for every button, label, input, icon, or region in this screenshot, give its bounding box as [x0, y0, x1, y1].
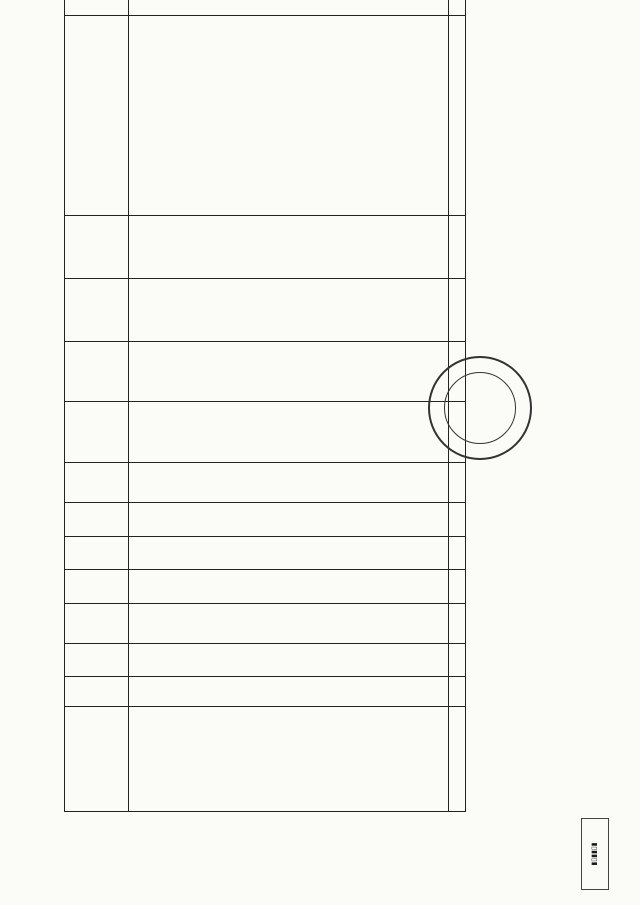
header-cell — [449, 16, 466, 215]
row-number — [129, 0, 449, 16]
value-cell — [129, 503, 449, 537]
measure-name — [129, 16, 449, 215]
header-cell — [449, 677, 466, 706]
rotated-table-container — [66, 0, 466, 812]
value-cell — [129, 643, 449, 677]
barcode-logo-icon: ▮▯▮▮▯▮ — [581, 818, 609, 890]
header-cell — [449, 503, 466, 537]
funding-source-cell — [129, 341, 449, 402]
header-cell — [449, 570, 466, 604]
program-table — [64, 0, 466, 812]
header-cell — [449, 0, 466, 16]
total-value — [65, 604, 129, 644]
table-row — [129, 0, 449, 812]
value-cell — [129, 570, 449, 604]
value-cell — [129, 677, 449, 706]
executor-cell — [129, 215, 449, 278]
header-cell — [449, 643, 466, 677]
value-cell — [129, 402, 449, 463]
header-cell — [449, 604, 466, 644]
grbs-cell — [129, 278, 449, 341]
header-cell — [449, 278, 466, 341]
header-cell — [449, 536, 466, 570]
total-value — [65, 643, 129, 677]
total-label — [65, 16, 129, 215]
official-stamp — [428, 356, 532, 460]
header-cell — [449, 463, 466, 503]
value-cell — [129, 604, 449, 644]
value-cell — [129, 463, 449, 503]
stamp-center — [444, 372, 516, 444]
indicator-cell — [129, 706, 449, 811]
total-value — [65, 402, 129, 463]
total-value — [65, 536, 129, 570]
header-cell — [449, 215, 466, 278]
total-value — [65, 463, 129, 503]
total-value — [65, 570, 129, 604]
total-value — [65, 677, 129, 706]
total-row — [65, 0, 129, 812]
total-value — [65, 503, 129, 537]
value-cell — [129, 536, 449, 570]
header-cell — [449, 706, 466, 811]
